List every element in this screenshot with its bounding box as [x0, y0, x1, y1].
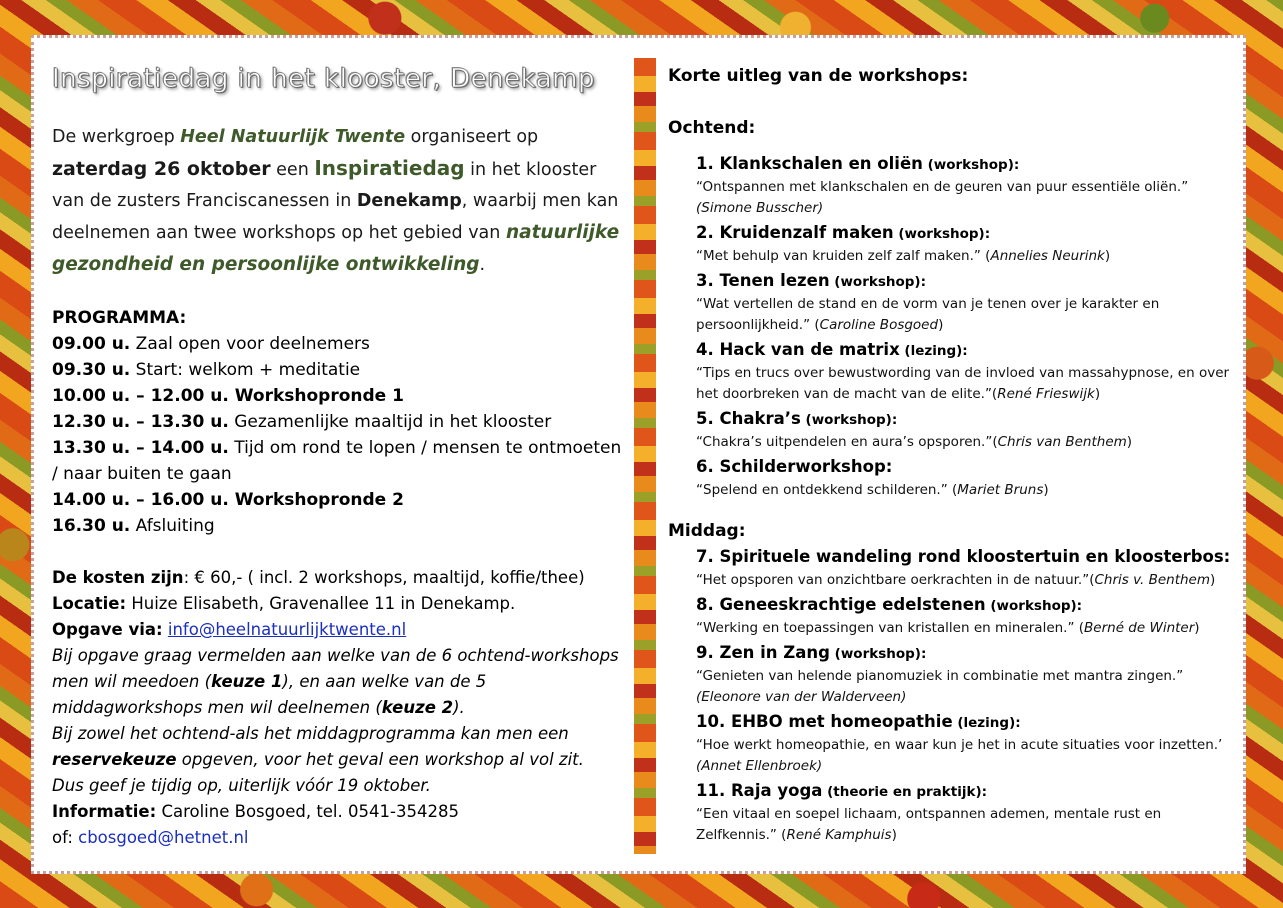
workshop-desc-tail: ): [1126, 434, 1133, 450]
note-part: Bij opgave graag vermelden aan welke van de 6 ochtend-workshops men wil meedoen (: [52, 646, 619, 691]
programma-row: [52, 487, 627, 513]
programma-text: Zaal open voor deelnemers: [130, 334, 370, 354]
workshop-desc-tail: ): [1094, 386, 1101, 402]
workshop-description: [696, 618, 1238, 639]
programma-row: [52, 331, 627, 357]
workshop-item: [696, 545, 1238, 591]
programma-time: 14.00 u. – 16.00 u.: [52, 490, 229, 510]
workshop-desc-text: “Chakra’s uitpendelen en aura’s opsporen.”(: [696, 434, 998, 450]
note-part: ).: [453, 698, 465, 717]
workshop-description: [696, 735, 1238, 777]
workshop-item: [696, 593, 1238, 639]
workshop-name: 1. Klankschalen en oliën: [696, 154, 923, 173]
workshop-author: (Annet Ellenbroek): [696, 758, 823, 774]
workshop-desc-tail: ): [938, 317, 944, 333]
event-name: Inspiratiedag: [314, 156, 465, 180]
group-name: Heel Natuurlijk Twente: [180, 127, 406, 147]
programma-text: Workshopronde 1: [228, 386, 404, 406]
note-part: ), en aan welke van de 5 middagworkshops men wil deelnemen (: [52, 672, 487, 717]
workshop-title: [696, 407, 1238, 432]
workshop-author: Annelies Neurink: [990, 248, 1105, 264]
contact-label: Informatie:: [52, 802, 157, 821]
signup-line: [52, 617, 627, 643]
workshop-name: 10. EHBO met homeopathie: [696, 712, 953, 731]
intro-part: , waarbij men kan deelnemen aan twee workshops op het gebied van: [52, 191, 619, 243]
workshop-desc-text: “Spelend en ontdekkend schilderen.” (: [696, 482, 958, 498]
intro-part: in het klooster van de zusters Franciscanessen in: [52, 160, 597, 211]
workshop-name: 9. Zen in Zang: [696, 643, 830, 662]
workshop-title: [696, 641, 1238, 666]
workshop-type: (lezing):: [952, 715, 1021, 731]
theme-text: natuurlijke gezondheid en persoonlijke ontwikkeling: [52, 222, 620, 275]
deadline-note: Dus geef je tijdig op, uiterlijk vóór 19 oktober.: [52, 776, 431, 795]
contact-email-line: [52, 825, 627, 851]
programma-time: 09.00 u.: [52, 334, 131, 354]
workshop-desc-tail: ): [1104, 248, 1111, 264]
workshop-item: [696, 407, 1238, 453]
workshop-item: [696, 221, 1238, 267]
workshop-item: [696, 779, 1238, 846]
location-text: Huize Elisabeth, Gravenallee 11 in Denekamp.: [126, 594, 516, 613]
workshop-description: [696, 804, 1238, 846]
workshop-desc-tail: ): [891, 827, 897, 843]
workshop-description: [696, 480, 1238, 501]
workshop-author: Mariet Bruns: [957, 482, 1044, 498]
workshop-item: [696, 641, 1238, 708]
workshop-description: [696, 432, 1238, 453]
note-part: reservekeuze: [52, 750, 177, 769]
programma-row: [52, 357, 627, 383]
programma-row: [52, 435, 627, 487]
workshop-description: [696, 177, 1238, 219]
right-column: [668, 62, 1238, 848]
workshop-title: [696, 152, 1238, 177]
afternoon-list: [668, 545, 1238, 846]
programma-list: [52, 331, 627, 539]
workshop-author: (Simone Busscher): [696, 200, 824, 216]
workshop-desc-tail: ): [1194, 620, 1200, 636]
workshop-description: [696, 666, 1238, 708]
workshop-type: (workshop):: [829, 646, 927, 662]
programma-text: Start: welkom + meditatie: [130, 360, 361, 380]
workshop-name: 11. Raja yoga: [696, 781, 823, 800]
workshop-desc-text: “Tips en trucs over bewustwording van de invloed van massahypnose, en over het doorbreken van de macht van de elite.”(: [696, 365, 1230, 402]
workshop-description: [696, 246, 1238, 267]
info-block: [52, 565, 627, 851]
workshop-title: [696, 455, 1238, 480]
workshop-type: (workshop):: [893, 226, 991, 242]
workshop-desc-text: “Werking en toepassingen van kristallen en mineralen.” (: [696, 620, 1085, 636]
intro-part: .: [479, 255, 486, 275]
contact-text: Caroline Bosgoed, tel. 0541-354285: [156, 802, 459, 821]
workshops-heading: Korte uitleg van de workshops:: [668, 66, 969, 86]
workshop-author: Chris van Benthem: [997, 434, 1127, 450]
intro-part: De werkgroep: [52, 127, 181, 147]
autumn-leaves-divider: [634, 58, 656, 854]
programma-row: [52, 513, 627, 539]
note-part: opgeven, voor het geval een workshop al vol zit.: [176, 750, 584, 769]
programma-time: 16.30 u.: [52, 516, 131, 536]
workshop-desc-tail: ): [1210, 572, 1216, 588]
programma-row: [52, 383, 627, 409]
workshop-desc-text: “Wat vertellen de stand en de vorm van je tenen over je karakter en persoonlijkheid.” (: [696, 296, 1160, 333]
workshop-description: [696, 570, 1238, 591]
workshop-name: 2. Kruidenzalf maken: [696, 223, 894, 242]
workshop-desc-text: “Hoe werkt homeopathie, en waar kun je het in acute situaties voor inzetten.’: [696, 737, 1223, 753]
workshop-name: 3. Tenen lezen: [696, 271, 830, 290]
workshop-name: 7. Spirituele wandeling rond kloostertuin en kloosterbos:: [696, 547, 1231, 566]
contact-line: [52, 799, 627, 825]
workshop-author: Caroline Bosgoed: [819, 317, 939, 333]
programma-heading: PROGRAMMA:: [52, 308, 187, 328]
workshop-title: [696, 269, 1238, 294]
afternoon-heading: Middag:: [668, 521, 746, 541]
workshop-type: (workshop):: [800, 412, 898, 428]
programma-time: 13.30 u. – 14.00 u.: [52, 438, 229, 458]
workshop-author: René Frieswijk: [997, 386, 1095, 402]
workshop-desc-text: “Met behulp van kruiden zelf zalf maken.” (: [696, 248, 991, 264]
workshop-desc-tail: ): [1043, 482, 1049, 498]
place-name: Denekamp: [356, 191, 462, 211]
of-label: of:: [52, 828, 79, 847]
programma-text: Gezamenlijke maaltijd in het klooster: [228, 412, 552, 432]
location-label: Locatie:: [52, 594, 127, 613]
note-part: Bij zowel het ochtend-als het middagprogramma kan men een: [52, 724, 569, 743]
intro-part: organiseert op: [405, 127, 539, 147]
workshop-type: (workshop):: [985, 598, 1083, 614]
workshop-description: [696, 294, 1238, 336]
signup-label: Opgave via:: [52, 620, 163, 639]
workshop-desc-text: “Het opsporen van onzichtbare oerkrachten in de natuur.”(: [696, 572, 1095, 588]
workshop-type: (workshop):: [922, 157, 1020, 173]
programma-text: Tijd om rond te lopen / mensen te ontmoeten / naar buiten te gaan: [52, 438, 622, 484]
reserve-note: [52, 721, 627, 773]
workshop-type: (lezing):: [899, 343, 968, 359]
workshop-author: Chris v. Benthem: [1094, 572, 1211, 588]
workshop-desc-text: “Een vitaal en soepel lichaam, ontspannen ademen, mentale rust en Zelfkennis.” (: [696, 806, 1162, 843]
flyer-page: [31, 35, 1246, 874]
morning-list: [668, 152, 1238, 501]
location-line: [52, 591, 627, 617]
workshop-item: [696, 269, 1238, 336]
workshop-title: [696, 710, 1238, 735]
page-title: Inspiratiedag in het klooster, Denekamp: [52, 64, 595, 94]
workshop-item: [696, 338, 1238, 405]
programma-time: 09.30 u.: [52, 360, 131, 380]
programma-time: 12.30 u. – 13.30 u.: [52, 412, 229, 432]
left-column: [52, 56, 627, 851]
workshop-name: 5. Chakra’s: [696, 409, 801, 428]
workshop-name: 6. Schilderworkshop:: [696, 457, 893, 476]
workshop-title: [696, 593, 1238, 618]
note-part: keuze 1: [211, 672, 283, 691]
workshop-title: [696, 338, 1238, 363]
workshop-type: (theorie en praktijk):: [822, 784, 988, 800]
costs-label: De kosten zijn: [52, 568, 184, 587]
workshop-name: 8. Geneeskrachtige edelstenen: [696, 595, 986, 614]
workshop-type: (workshop):: [829, 274, 926, 290]
workshop-title: [696, 545, 1238, 570]
morning-heading: Ochtend:: [668, 118, 756, 138]
programma-time: 10.00 u. – 12.00 u.: [52, 386, 229, 406]
workshop-desc-text: “Genieten van helende pianomuziek in combinatie met mantra zingen.”: [696, 668, 1184, 684]
workshop-description: [696, 363, 1238, 405]
contact-email-link[interactable]: cbosgoed@hetnet.nl: [78, 828, 249, 847]
intro-text: [52, 122, 627, 281]
note-part: keuze 2: [381, 698, 454, 717]
workshop-title: [696, 221, 1238, 246]
workshop-item: [696, 152, 1238, 219]
costs-text: : € 60,- ( incl. 2 workshops, maaltijd, koffie/thee): [183, 568, 585, 587]
intro-part: een: [270, 160, 315, 180]
workshop-desc-text: “Ontspannen met klankschalen en de geuren van puur essentiële oliën.”: [696, 179, 1189, 195]
signup-email-link[interactable]: info@heelnatuurlijktwente.nl: [167, 620, 407, 639]
costs-line: [52, 565, 627, 591]
event-date: zaterdag 26 oktober: [52, 158, 271, 180]
workshop-item: [696, 710, 1238, 777]
workshop-item: [696, 455, 1238, 501]
programma-row: [52, 409, 627, 435]
workshop-author: René Kamphuis: [786, 827, 892, 843]
workshop-author: (Eleonore van der Walderveen): [696, 689, 907, 705]
workshop-author: Berné de Winter: [1084, 620, 1195, 636]
programma-text: Workshopronde 2: [228, 490, 404, 510]
workshop-name: 4. Hack van de matrix: [696, 340, 900, 359]
programma-text: Afsluiting: [130, 516, 215, 536]
choice-note: [52, 643, 627, 721]
workshop-title: [696, 779, 1238, 804]
